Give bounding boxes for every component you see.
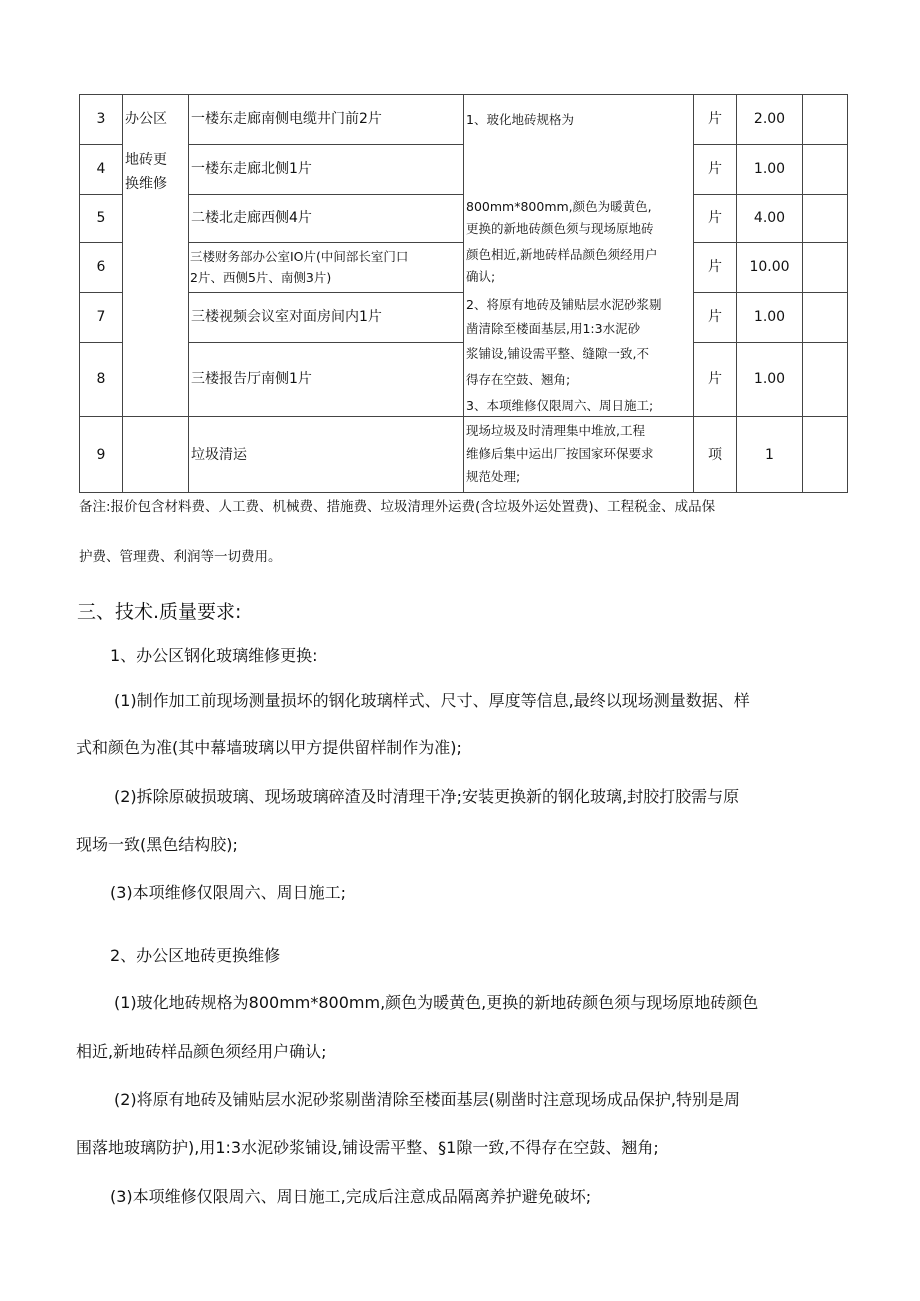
area-label: 办公区 [125,111,167,127]
qty-cell: 1 [765,447,774,463]
row-number: 8 [96,371,106,387]
row-divider [693,144,848,145]
unit-cell: 片 [708,111,722,127]
unit-cell: 片 [708,259,722,275]
qty-cell: 1.00 [753,161,786,177]
row-number: 5 [96,210,106,226]
remark-line: 护费、管理费、利润等一切费用。 [79,549,282,565]
spec-text: 确认; [466,269,496,284]
spec-text: 800mm*800mm,颜色为暖黄色, [466,199,652,214]
unit-cell: 项 [708,447,722,463]
qty-cell: 1.00 [753,309,786,325]
area-label: 换维修 [125,176,167,192]
spec-text: 3、本项维修仅限周六、周日施工; [466,398,654,413]
subsection-title: 2、办公区地砖更换维修 [110,946,281,965]
item-description: 三楼视频会议室对面房间内1片 [191,309,382,325]
spec-text: 颜色相近,新地砖样品颜色须经用户 [466,247,658,262]
item-description: 一楼东走廊北侧1片 [191,161,312,177]
row-divider [188,242,464,243]
item-description: 一楼东走廊南侧电缆井门前2片 [191,111,382,127]
row-divider [693,194,848,195]
col-divider [122,94,123,493]
unit-cell: 片 [708,210,722,226]
spec-text: 浆铺设,铺设需平整、缝隙一致,不 [466,346,649,361]
spec-text: 更换的新地砖颜色须与现场原地砖 [466,221,654,236]
item-description: 三楼报告厅南侧1片 [191,371,312,387]
row-divider [79,144,123,145]
unit-cell: 片 [708,371,722,387]
unit-cell: 片 [708,161,722,177]
row-divider [79,194,123,195]
row-divider [79,292,123,293]
row-number: 9 [96,447,106,463]
paragraph-line: 式和颜色为准(其中幕墙玻璃以甲方提供留样制作为准); [76,738,462,757]
col-divider [693,94,694,493]
spec-text: 得存在空鼓、翘角; [466,372,571,387]
row-number: 6 [96,259,106,275]
row-number: 7 [96,309,106,325]
row-divider [79,416,848,417]
spec-text: 1、玻化地砖规格为 [466,112,574,127]
row-divider [79,342,123,343]
row-number: 3 [96,111,106,127]
col-divider [463,94,464,493]
paragraph-line: (1)玻化地砖规格为800mm*800mm,颜色为暖黄色,更换的新地砖颜色须与现场原地砖颜色 [114,993,759,1012]
row-divider [188,292,464,293]
item-description: 二楼北走廊西侧4片 [191,210,312,226]
paragraph-line: (3)本项维修仅限周六、周日施工; [110,883,347,902]
row-divider [188,194,464,195]
subsection-title: 1、办公区钢化玻璃维修更换: [110,646,318,665]
unit-cell: 片 [708,309,722,325]
area-label: 地砖更 [125,152,167,168]
quote-table [79,94,848,493]
paragraph-line: 现场一致(黑色结构胶); [76,835,238,854]
section-title: 三、技术.质量要求: [77,601,242,623]
col-divider [802,94,803,493]
spec-text: 凿清除至楼面基层,用1:3水泥砂 [466,321,641,336]
paragraph-line: (2)拆除原破损玻璃、现场玻璃碎渣及时清理干净;安装更换新的钢化玻璃,封胶打胶需与原 [114,787,740,806]
row-divider [188,342,464,343]
row-number: 4 [96,161,106,177]
col-divider [188,94,189,493]
row-divider [79,242,123,243]
qty-cell: 10.00 [749,259,790,275]
table-border-left [79,94,80,493]
paragraph-line: 相近,新地砖样品颜色须经用户确认; [76,1042,327,1061]
row-divider [693,342,848,343]
item-description: 2片、西侧5片、南侧3片) [190,270,332,285]
remark-line: 备注:报价包含材料费、人工费、机械费、措施费、垃圾清理外运费(含垃圾外运处置费)、工程税金、成品保 [79,499,716,515]
paragraph-line: 围落地玻璃防护),用1:3水泥砂浆铺设,铺设需平整、§1隙一致,不得存在空鼓、翘角; [76,1138,659,1157]
row-divider [188,144,464,145]
qty-cell: 1.00 [753,371,786,387]
paragraph-line: (1)制作加工前现场测量损坏的钢化玻璃样式、尺寸、厚度等信息,最终以现场测量数据、样 [114,691,750,710]
item-description: 三楼财务部办公室IO片(中间部长室门口 [190,249,409,264]
qty-cell: 4.00 [753,210,786,226]
item-description: 垃圾清运 [191,447,247,463]
cleanup-text: 维修后集中运出厂按国家环保要求 [466,446,654,461]
row-divider [693,292,848,293]
table-border-right [847,94,848,493]
spec-text: 2、将原有地砖及铺贴层水泥砂浆剔 [466,297,662,312]
cleanup-text: 现场垃圾及时清理集中堆放,工程 [466,423,645,438]
row-divider [693,242,848,243]
col-divider [736,94,737,493]
cleanup-text: 规范处理; [466,469,521,484]
qty-cell: 2.00 [753,111,786,127]
paragraph-line: (2)将原有地砖及铺贴层水泥砂浆剔凿清除至楼面基层(剔凿时注意现场成品保护,特别是周 [114,1090,740,1109]
paragraph-line: (3)本项维修仅限周六、周日施工,完成后注意成品隔离养护避免破坏; [110,1187,592,1206]
